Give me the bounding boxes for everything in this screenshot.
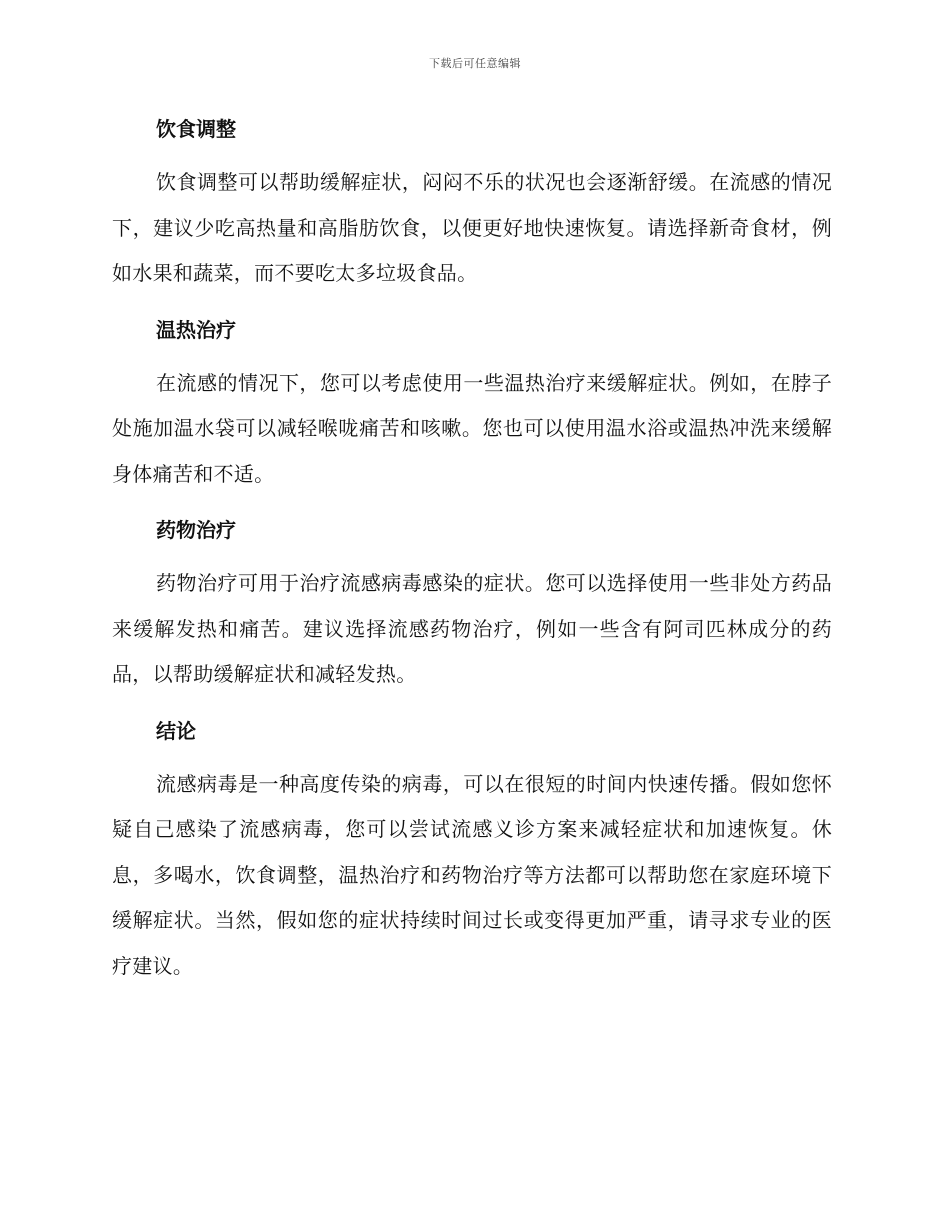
section-paragraph: 饮食调整可以帮助缓解症状，闷闷不乐的状况也会逐渐舒缓。在流感的情况下，建议少吃高热量和高脂肪饮食，以便更好地快速恢复。请选择新奇食材，例如水果和蔬菜，而不要吃太多垃圾食品。 xyxy=(112,170,832,285)
section-title: 结论 xyxy=(156,718,196,743)
document-body xyxy=(112,110,832,1003)
section-paragraph: 药物治疗可用于治疗流感病毒感染的症状。您可以选择使用一些非处方药品来缓解发热和痛苦。建议选择流感药物治疗，例如一些含有阿司匹林成分的药品，以帮助缓解症状和减轻发热。 xyxy=(112,571,832,686)
section-title: 温热治疗 xyxy=(156,317,236,342)
section-title: 饮食调整 xyxy=(156,117,236,141)
section-medication xyxy=(112,511,832,698)
section-diet xyxy=(112,110,832,297)
section-paragraph: 流感病毒是一种高度传染的病毒，可以在很短的时间内快速传播。假如您怀疑自己感染了流感病毒，您可以尝试流感义诊方案来减轻症状和加速恢复。休息，多喝水，饮食调整，温热治疗和药物治疗等方法都可以帮助您在家庭环境下缓解症状。当然，假如您的症状持续时间过长或变得更加严重，请寻求专业的医疗建议。 xyxy=(112,771,832,978)
section-paragraph: 在流感的情况下，您可以考虑使用一些温热治疗来缓解症状。例如，在脖子处施加温水袋可以减轻喉咙痛苦和咳嗽。您也可以使用温水浴或温热冲洗来缓解身体痛苦和不适。 xyxy=(112,370,832,486)
section-title: 药物治疗 xyxy=(156,518,236,542)
section-warm-therapy xyxy=(112,311,832,498)
section-conclusion xyxy=(112,712,832,990)
header-note: 下载后可任意编辑 xyxy=(429,57,521,70)
